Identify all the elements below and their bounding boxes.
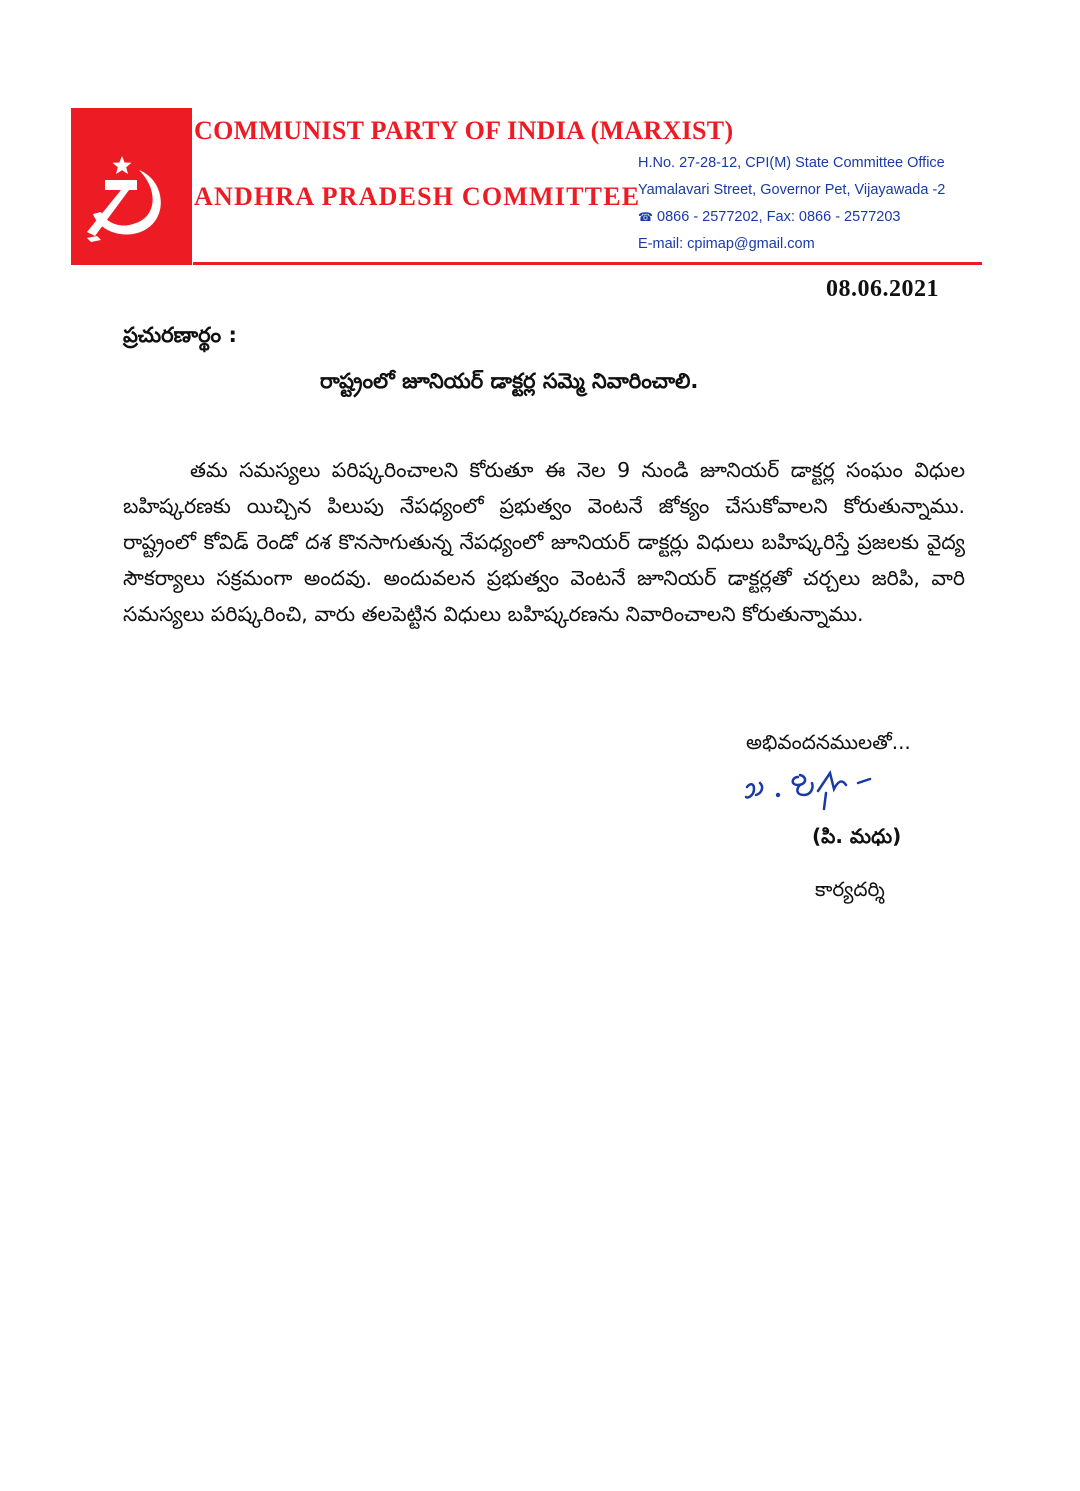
signer-designation: కార్యదర్శి [815,877,885,901]
body-paragraph: తమ సమస్యలు పరిష్కరించాలని కోరుతూ ఈ నెల 9 నుండి జూనియర్ డాక్టర్ల సంఘం విధుల బహిష్కరణకు యిచ్చిన పిలుపు నేపధ్యంలో ప్రభుత్వం వెంటనే జోక్యం చేసుకోవాలని కోరుతున్నాము. రాష్ట్రంలో కోవిడ్ రెండో దశ కొనసాగుతున్న నేపధ్యంలో జూనియర్ డాక్టర్లు విధులు బహిష్కరిస్తే ప్రజలకు వైద్య సౌకర్యాలు సక్రమంగా అందవు. అందువలన ప్రభుత్వం వెంటనే జూనియర్ డాక్టర్లతో చర్చలు జరిపి, వారి సమస్యలు పరిష్కరించి, వారు తలపెట్టిన విధులు బహిష్కరణను నివారించాలని కోరుతున్నాము. [123,458,965,626]
hammer-sickle-icon [77,152,181,244]
closing-salutation: అభివందనములతో... [746,730,911,754]
telephone-icon: ☎ [638,210,653,224]
signer-name: (పి. మధు) [812,824,902,848]
handwritten-signature [742,765,912,829]
document-date: 08.06.2021 [826,276,939,302]
address-line-1: H.No. 27-28-12, CPI(M) State Committee Office [638,155,945,171]
headline: రాష్ట్రంలో జూనియర్ డాక్టర్ల సమ్మె నివారించాలి. [320,369,699,393]
press-release-label: ప్రచురణార్థం : [123,323,237,347]
phone-numbers: 0866 - 2577202, Fax: 0866 - 2577203 [657,209,901,225]
email-line: E-mail: cpimap@gmail.com [638,236,815,252]
phone-line [638,209,901,225]
party-logo [71,108,192,265]
committee-name: ANDHRA PRADESH COMMITTEE [194,182,641,211]
party-name: COMMUNIST PARTY OF INDIA (MARXIST) [194,116,734,145]
address-line-2: Yamalavari Street, Governor Pet, Vijayawada -2 [638,182,946,198]
letterhead-divider [193,262,982,265]
